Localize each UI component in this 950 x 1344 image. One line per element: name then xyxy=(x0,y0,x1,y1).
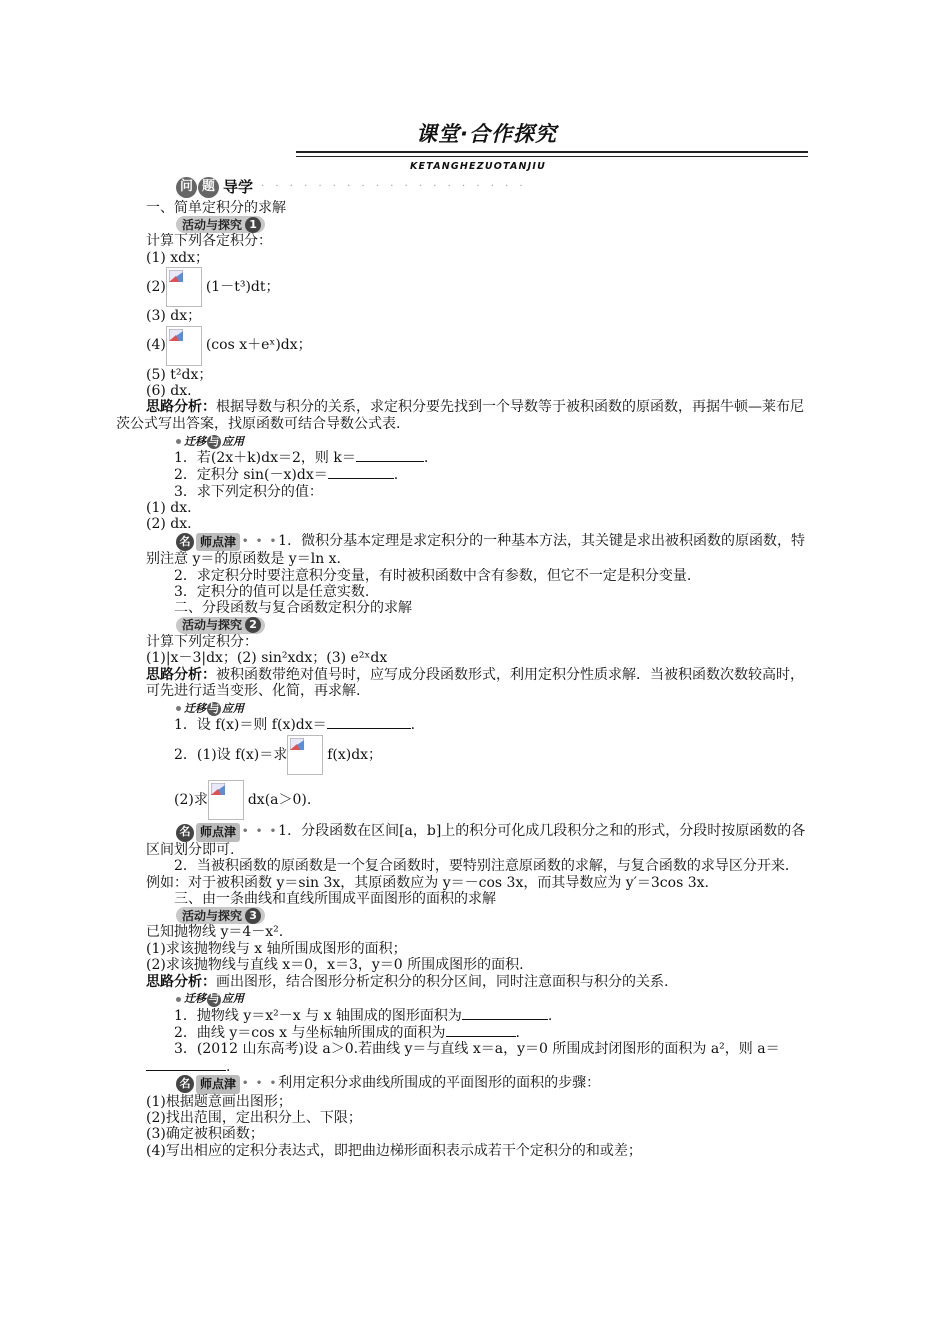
header-subtitle: KETANGHEZUOTANJIU xyxy=(410,161,547,172)
activity-number: 1 xyxy=(245,217,261,233)
practice-end: . xyxy=(423,449,429,466)
page-header xyxy=(146,122,808,172)
s2-items: (1)|x－3|dx；(2) sin²xdx；(3) e²ˣdx xyxy=(146,650,388,667)
s3-tip-3: (3)确定被积函数； xyxy=(146,1126,264,1143)
s3-item-1: (1)求该抛物线与 x 轴所围成图形的面积； xyxy=(146,940,407,957)
practice-text: 2．定积分 sin(－x)dx＝ xyxy=(174,467,328,484)
practice-end: . xyxy=(393,467,399,484)
s3-tip-2: (2)找出范围，定出积分上、下限； xyxy=(146,1109,362,1126)
tip-text: 1．分段函数在区间[a，b]上的积分可化成几段积分之和的形式，分段时按原函数的各区间划分即可. xyxy=(146,823,806,858)
tips-badge xyxy=(176,823,278,841)
answer-blank xyxy=(328,466,394,479)
qy-mid: 与 xyxy=(208,992,220,1006)
qy-mid: 与 xyxy=(208,701,220,715)
dot-icon xyxy=(176,997,181,1002)
s1-item-2 xyxy=(146,266,808,308)
practice-text: 1．若(2x＋k)dx＝2，则 k＝ xyxy=(174,449,356,466)
broken-image-icon xyxy=(166,267,202,307)
s3-tips-intro xyxy=(146,1075,808,1093)
s1-practice-2 xyxy=(146,466,808,483)
s1-tip-1 xyxy=(146,533,808,568)
s3-analysis xyxy=(146,974,808,990)
practice-text: 2．曲线 y＝cos x 与坐标轴所围成的面积为 xyxy=(174,1024,446,1041)
s2-practice-2 xyxy=(146,733,808,777)
broken-image-icon xyxy=(208,780,244,820)
activity-badge-1 xyxy=(176,216,265,233)
ms-label: 师点津 xyxy=(196,1075,240,1093)
tips-badge xyxy=(176,1075,278,1093)
analysis-text: 被积函数带绝对值号时，应写成分段函数形式，利用定积分性质求解．当被积函数次数较高时，可先进行适当变形、化简，再求解. xyxy=(146,666,804,700)
s2-tip-1 xyxy=(146,823,808,858)
s3-intro: 已知抛物线 y＝4－x². xyxy=(146,924,284,941)
s1-tip-3: 3．定积分的值可以是任意实数. xyxy=(174,584,370,600)
qy-b: 应用 xyxy=(222,992,244,1006)
dot-icon xyxy=(176,439,181,444)
analysis-text: 根据导数与积分的关系，求定积分要先找到一个导数等于被积函数的原函数，再据牛顿—莱布尼茨公式写出答案，找原函数可结合导数公式表. xyxy=(116,399,804,432)
document-page xyxy=(116,122,808,1159)
practice-end: . xyxy=(226,1058,231,1075)
practice-text: 2．(1)设 f(x)＝求 xyxy=(174,747,288,764)
activity-badge-2 xyxy=(176,617,265,634)
qy-a: 迁移 xyxy=(184,434,206,448)
ms-dots: • • • xyxy=(242,826,279,838)
answer-blank xyxy=(327,716,411,729)
ms-label: 师点津 xyxy=(196,533,240,551)
ms-m: 名 xyxy=(176,1075,194,1093)
analysis-label: 思路分析： xyxy=(146,666,216,683)
s1-item-3: (3) dx； xyxy=(146,308,202,325)
tip-text: 1．微积分基本定理是求定积分的一种基本方法，其关键是求出被积函数的原函数，特别注意 y＝的原函数是 y＝ln x. xyxy=(146,532,806,568)
qy-a: 迁移 xyxy=(184,992,206,1006)
s1-item-4-expr: (cos x＋eˣ)dx； xyxy=(205,337,312,354)
ms-dots: • • • xyxy=(242,535,279,547)
dot-icon xyxy=(176,706,181,711)
section-suffix: 导学 xyxy=(223,177,254,196)
section-char-1: 问 xyxy=(176,177,197,198)
section-dots: · · · · · · · · · · · · · · · · · · · xyxy=(261,180,527,192)
broken-image-icon xyxy=(166,326,202,366)
practice-end: . xyxy=(410,716,416,733)
practice-text: 3．(2012 山东高考)设 a＞0.若曲线 y＝与直线 x＝a，y＝0 所围成封闭图形的面积为 a²，则 a＝ xyxy=(174,1041,780,1058)
s3-practice-2 xyxy=(146,1024,808,1041)
practice-badge-2 xyxy=(176,702,244,716)
s1-practice-1 xyxy=(146,449,808,466)
practice-text-2: dx(a＞0). xyxy=(247,792,312,809)
s1-item-2-expr: (1－t³)dt； xyxy=(205,279,280,296)
practice-text: (2)求 xyxy=(174,792,208,809)
qy-mid: 与 xyxy=(208,434,220,448)
answer-blank xyxy=(446,1024,516,1037)
practice-end: . xyxy=(547,1007,553,1024)
answer-blank xyxy=(462,1007,548,1020)
practice-text: 1．设 f(x)＝则 f(x)dx＝ xyxy=(174,716,327,733)
analysis-text: 画出图形，结合图形分析定积分的积分区间，同时注意面积与积分的关系. xyxy=(216,973,669,990)
ms-m: 名 xyxy=(176,533,194,551)
s2-heading: 二、分段函数与复合函数定积分的求解 xyxy=(174,600,412,617)
ms-dots: • • • xyxy=(242,1078,279,1090)
header-title: 课堂·合作探究 xyxy=(416,122,557,146)
practice-badge-3 xyxy=(176,993,244,1007)
s2-analysis xyxy=(146,667,808,700)
ms-m: 名 xyxy=(176,824,194,842)
analysis-label: 思路分析： xyxy=(146,973,216,990)
answer-blank xyxy=(146,1058,226,1071)
s1-practice-3: 3．求下列定积分的值： xyxy=(174,483,323,500)
practice-text: 1．抛物线 y＝x²－x 与 x 轴围成的图形面积为 xyxy=(174,1007,462,1024)
activity-label: 活动与探究 xyxy=(182,618,243,633)
practice-badge-1 xyxy=(176,435,244,449)
s1-analysis xyxy=(116,399,808,432)
s1-item-5: (5) t²dx； xyxy=(146,366,213,383)
s1-practice-3-2: (2) dx. xyxy=(146,516,192,533)
activity-label: 活动与探究 xyxy=(182,217,243,232)
practice-text-2: f(x)dx； xyxy=(327,747,383,764)
s2-practice-3 xyxy=(146,777,808,823)
s1-item-2-label: (2) xyxy=(146,279,166,296)
qy-a: 迁移 xyxy=(184,701,206,715)
s2-intro: 计算下列定积分： xyxy=(146,633,258,650)
tips-badge xyxy=(176,533,278,551)
practice-end: . xyxy=(515,1024,520,1041)
s1-intro: 计算下列各定积分： xyxy=(146,233,272,250)
s1-item-6: (6) dx. xyxy=(146,383,192,400)
qy-b: 应用 xyxy=(222,701,244,715)
qy-b: 应用 xyxy=(222,434,244,448)
s1-heading: 一、简单定积分的求解 xyxy=(146,200,286,216)
ms-label: 师点津 xyxy=(196,823,240,841)
analysis-label: 思路分析： xyxy=(146,399,216,416)
tip-text: 利用定积分求曲线所围成的平面图形的面积的步骤： xyxy=(278,1075,601,1092)
section-char-2: 题 xyxy=(198,177,219,198)
s3-tip-4: (4)写出相应的定积分表达式，即把曲边梯形面积表示成若干个定积分的和或差； xyxy=(146,1142,642,1159)
broken-image-icon xyxy=(287,735,323,775)
answer-blank xyxy=(356,449,424,462)
s1-item-1: (1) xdx； xyxy=(146,249,210,266)
activity-badge-3 xyxy=(176,907,265,924)
s3-tip-1: (1)根据题意画出图形； xyxy=(146,1093,292,1110)
s3-heading: 三、由一条曲线和直线所围成平面图形的面积的求解 xyxy=(174,890,496,907)
s2-tip-2: 2．当被积函数的原函数是一个复合函数时，要特别注意原函数的求解，与复合函数的求导区分开来．例如：对于被积函数 y＝sin 3x，其原函数应为 y＝－cos 3x，而其导数应为 y′＝3cos 3x. xyxy=(146,858,799,891)
section-label xyxy=(176,176,808,198)
s1-tip-2: 2．求定积分时要注意积分变量，有时被积函数中含有参数，但它不一定是积分变量. xyxy=(174,567,692,584)
s1-item-4-label: (4) xyxy=(146,337,166,354)
activity-number: 3 xyxy=(245,908,261,924)
s3-practice-3 xyxy=(146,1041,808,1075)
activity-number: 2 xyxy=(245,617,261,633)
activity-label: 活动与探究 xyxy=(182,908,243,923)
s1-item-4 xyxy=(146,325,808,367)
s3-item-2: (2)求该抛物线与直线 x＝0，x＝3，y＝0 所围成图形的面积. xyxy=(146,957,524,974)
s1-practice-3-1: (1) dx. xyxy=(146,499,192,516)
s2-practice-1 xyxy=(146,716,808,733)
s3-practice-1 xyxy=(146,1007,808,1024)
header-rule xyxy=(296,151,808,157)
